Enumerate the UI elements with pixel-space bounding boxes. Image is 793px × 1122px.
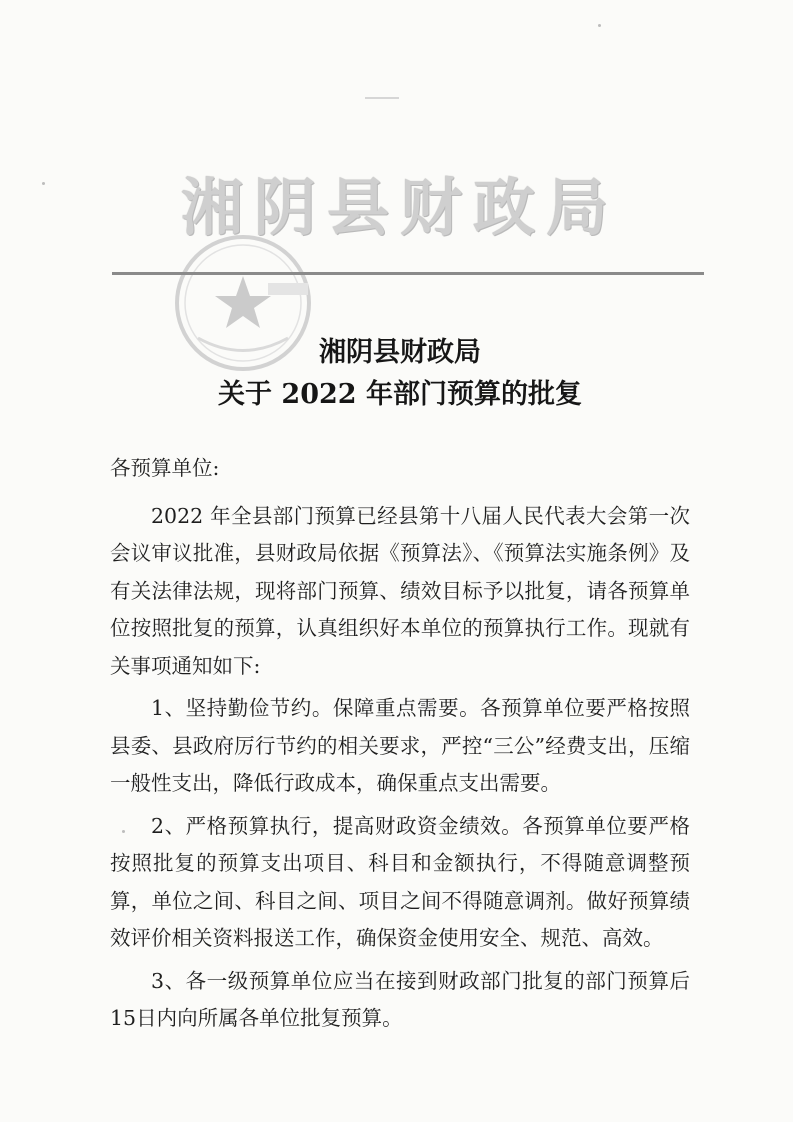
document-body: [110, 450, 690, 1043]
paragraph-item-2: 2、严格预算执行，提高财政资金绩效。各预算单位要严格按照批复的预算支出项目、科目和金额执行，不得随意调整预算，单位之间、科目之间、项目之间不得随意调剂。做好预算绩效评价相关资料报送工作，确保资金使用安全、规范、高效。: [110, 813, 690, 950]
title-line-2: 关于 2022 年部门预算的批复: [218, 379, 582, 410]
paragraph-intro: 2022 年全县部门预算已经县第十八届人民代表大会第一次会议审议批准，县财政局依据《预算法》、《预算法实施条例》及有关法律法规，现将部门预算、绩效目标予以批复，请各预算单位按照批复的预算，认真组织好本单位的预算执行工作。现就有关事项通知如下:: [110, 503, 690, 678]
scan-speck: [598, 24, 601, 27]
document-title: [100, 332, 700, 416]
letterhead-org-name: 湘阴县财政局: [180, 171, 619, 244]
scan-mark: [365, 97, 399, 99]
salutation: 各预算单位:: [110, 456, 220, 480]
title-line-1: 湘阴县财政局: [319, 337, 481, 368]
paragraph-item-1: 1、坚持勤俭节约。保障重点需要。各预算单位要严格按照县委、县政府厉行节约的相关要求，严控“三公”经费支出，压缩一般性支出，降低行政成本，确保重点支出需要。: [110, 696, 690, 795]
scan-speck: [42, 182, 45, 185]
letterhead-divider: [112, 272, 704, 275]
paragraph-item-3: 3、各一级预算单位应当在接到财政部门批复的部门预算后15日内向所属各单位批复预算。: [110, 968, 690, 1030]
